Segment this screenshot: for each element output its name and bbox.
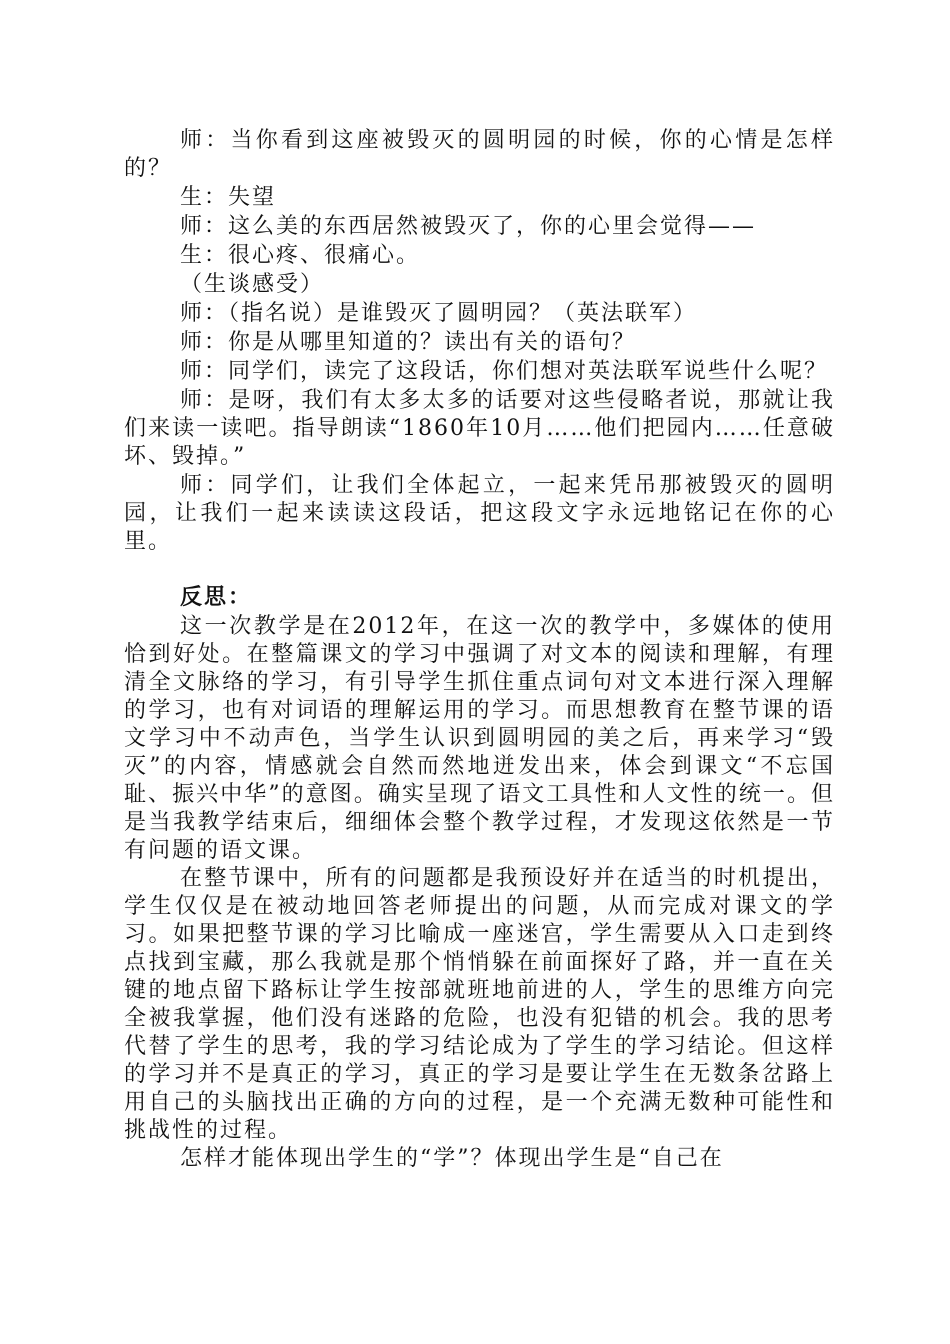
dialog-line: 生：很心疼、很痛心。 [180,243,421,268]
dialog-line: 师：（指名说）是谁毁灭了圆明园？（英法联军） [180,301,698,326]
dialog-line: （生谈感受） [180,272,325,297]
reflection-heading: 反思： [180,584,253,610]
reflection-section [124,583,835,1173]
reflection-paragraph: 这一次教学是在2012年，在这一次的教学中，多媒体的使用恰到好处。在整篇课文的学习中强调了对文本的阅读和理解，有理清全文脉络的学习，有引导学生抓住重点词句对文本进行深入理解的学习，也有对词语的理解运用的学习。而思想教育在整节课的语文学习中不动声色，当学生认识到圆明园的美之后，再来学习“毁灭”的内容，情感就会自然而然地迸发出来，体会到课文“不忘国耻、振兴中华”的意图。确实呈现了语文工具性和人文性的统一。但是当我教学结束后，细细体会整个教学过程，才发现这依然是一节有问题的语文课。 [124,614,835,863]
reflection-paragraph: 怎样才能体现出学生的“学”？体现出学生是“自己在 [180,1146,724,1171]
dialog-line: 师：是呀，我们有太多太多的话要对这些侵略者说，那就让我们来读一读吧。指导朗读“1860年10月……他们把园内……任意破坏、毁掉。” [124,388,835,469]
dialog-line: 师：同学们，读完了这段话，你们想对英法联军说些什么呢？ [180,359,829,384]
dialog-line: 师：你是从哪里知道的？读出有关的语句？ [180,330,637,355]
dialog-line: 师：同学们，让我们全体起立，一起来凭吊那被毁灭的圆明园，让我们一起来读读这段话，把这段文字永远地铭记在你的心里。 [124,473,835,554]
dialog-line: 师：当你看到这座被毁灭的圆明园的时候，你的心情是怎样的？ [124,128,835,181]
dialog-line: 师：这么美的东西居然被毁灭了，你的心里会觉得—— [180,214,757,239]
section-gap [124,557,835,583]
reflection-paragraph: 在整节课中，所有的问题都是我预设好并在适当的时机提出，学生仅仅是在被动地回答老师提出的问题，从而完成对课文的学习。如果把整节课的学习比喻成一座迷宫，学生需要从入口走到终点找到宝藏，那么我就是那个悄悄躲在前面探好了路，并一直在关键的地点留下路标让学生按部就班地前进的人，学生的思维方向完全被我掌握，他们没有迷路的危险，也没有犯错的机会。我的思考代替了学生的思考，我的学习结论成为了学生的学习结论。但这样的学习并不是真正的学习，真正的学习是要让学生在无数条岔路上用自己的头脑找出正确的方向的过程，是一个充满无数种可能性和挑战性的过程。 [124,866,835,1143]
teaching-dialog [124,127,835,556]
dialog-line: 生：失望 [180,185,277,210]
